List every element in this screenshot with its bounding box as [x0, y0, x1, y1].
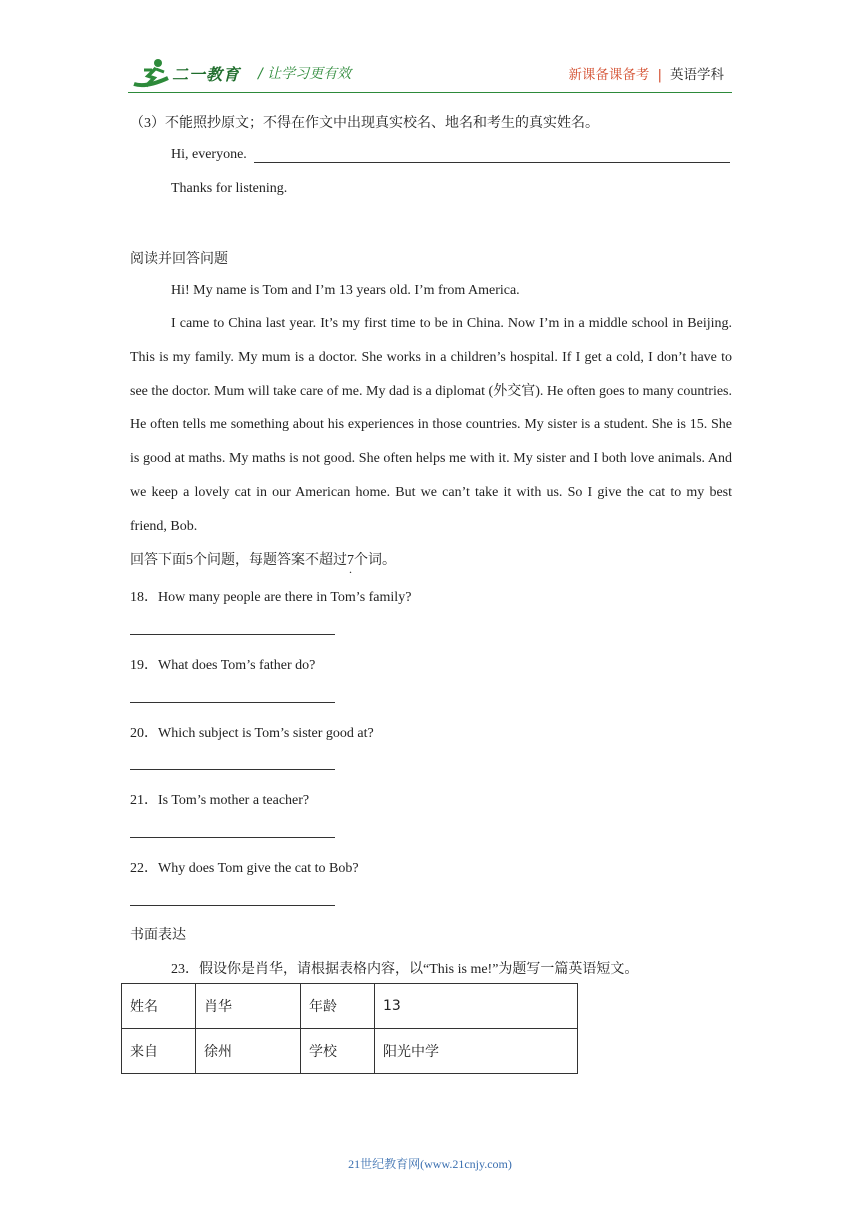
- answer-line-18[interactable]: [130, 634, 335, 635]
- table-cell: 姓名: [122, 984, 196, 1029]
- header-subject-label: 英语学科: [670, 67, 724, 83]
- answer-line-20[interactable]: [130, 769, 335, 770]
- header-divider: [128, 92, 732, 93]
- question-20: 20．Which subject is Tom’s sister good at?: [130, 726, 374, 741]
- table-row: [122, 1029, 578, 1074]
- answer-line-22[interactable]: [130, 905, 335, 906]
- table-cell: 来自: [122, 1029, 196, 1074]
- reading-section-title: 阅读并回答问题: [130, 252, 228, 267]
- answer-line-19[interactable]: [130, 702, 335, 703]
- info-table: [121, 983, 578, 1074]
- page-footer: 21世纪教育网(www.21cnjy.com): [348, 1157, 512, 1171]
- table-cell: 年龄: [301, 984, 375, 1029]
- answer-instruction: [130, 549, 396, 569]
- instruction-post: 个词。: [354, 553, 396, 568]
- question-19: 19．What does Tom’s father do?: [130, 658, 316, 673]
- question-21: 21．Is Tom’s mother a teacher?: [130, 793, 310, 808]
- table-cell: 阳光中学: [375, 1029, 578, 1074]
- writing-rule-3: （3）不能照抄原文；不得在作文中出现真实校名、地名和考生的真实姓名。: [130, 116, 599, 131]
- writing-section-title: 书面表达: [130, 928, 186, 943]
- question-18: 18．How many people are there in Tom’s family?: [130, 590, 412, 605]
- speech-greeting: Hi, everyone.: [171, 147, 247, 162]
- instruction-pre: 回答下面5个问题，每题答案不超过: [130, 553, 347, 568]
- table-cell: 13: [375, 984, 578, 1029]
- writing-task: 23．假设你是肖华，请根据表格内容，以“This is me!”为题写一篇英语短文。: [171, 962, 639, 977]
- header-tagline: 新课备课备考: [568, 67, 650, 83]
- table-row: [122, 984, 578, 1029]
- answer-line-21[interactable]: [130, 837, 335, 838]
- instruction-number: 7 .: [347, 553, 354, 568]
- header-subject: [568, 63, 724, 83]
- passage-intro: Hi! My name is Tom and I’m 13 years old. I’m from America.: [171, 283, 520, 298]
- table-cell: 肖华: [196, 984, 301, 1029]
- table-cell: 学校: [301, 1029, 375, 1074]
- speech-closing: Thanks for listening.: [171, 181, 288, 196]
- header-separator: |: [657, 67, 662, 83]
- passage-body: I came to China last year. It’s my first time to be in China. Now I’m in a middle school in Beijing. This is my family. My mum is a doctor. She works in a children’s hospital. If I get a cold, I don’t have to see the doctor. Mum will take care of me. My dad is a diplomat (外交官). He often goes to many countries. He often tells me something about his experiences in those countries. My sister is a student. She is 15. She is good at maths. My maths is not good. She often helps me with it. My sister and I both love animals. And we keep a lovely cat in our American home. But we can’t take it with us. So I give the cat to my best friend, Bob.: [130, 316, 732, 534]
- slogan: / 让学习更有效: [258, 66, 352, 82]
- table-cell: 徐州: [196, 1029, 301, 1074]
- question-22: 22．Why does Tom give the cat to Bob?: [130, 861, 359, 876]
- running-figure-icon: [132, 58, 172, 90]
- logo-text: 二一教育: [172, 65, 241, 84]
- answer-blank-long: [254, 162, 730, 163]
